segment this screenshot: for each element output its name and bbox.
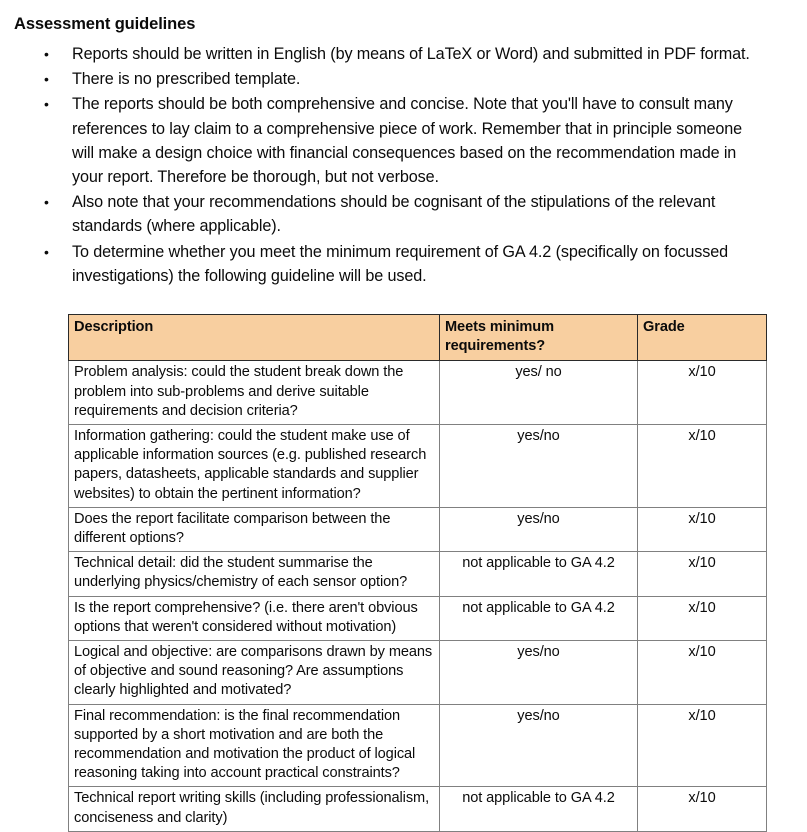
assessment-guidelines-list	[0, 42, 790, 289]
assessment-rubric-table	[68, 314, 767, 832]
cell-meets-minimum: yes/ no	[440, 361, 638, 425]
list-item-text: Also note that your recommendations should be cognisant of the stipulations of the relevant standards (where applicable).	[72, 193, 716, 236]
cell-meets-minimum: not applicable to GA 4.2	[440, 787, 638, 831]
cell-meets-minimum: not applicable to GA 4.2	[440, 552, 638, 596]
bullet-icon: •	[44, 96, 49, 113]
cell-meets-minimum: yes/no	[440, 425, 638, 508]
list-item	[0, 92, 790, 189]
cell-description: Does the report facilitate comparison between the different options?	[69, 507, 440, 551]
cell-grade: x/10	[638, 787, 767, 831]
list-item-text: The reports should be both comprehensive and concise. Note that you'll have to consult many references to lay claim to a comprehensive piece of work. Remember that in principle someone will make a design choice with financial consequences based on the recommendation made in your report. Therefore be thorough, but not verbose.	[72, 95, 743, 187]
table-row	[69, 704, 767, 787]
cell-grade: x/10	[638, 552, 767, 596]
column-header-grade: Grade	[638, 315, 767, 361]
cell-description: Logical and objective: are comparisons drawn by means of objective and sound reasoning? Are assumptions clearly highlighted and motivated?	[69, 641, 440, 705]
table-header	[69, 315, 767, 361]
list-item-text: There is no prescribed template.	[72, 70, 301, 89]
table-row	[69, 425, 767, 508]
cell-description: Final recommendation: is the final recommendation supported by a short motivation and are both the recommendation and motivation the product of logical reasoning taking into account practical constraints?	[69, 704, 440, 787]
table-row	[69, 507, 767, 551]
bullet-icon: •	[44, 194, 49, 211]
list-item-text: To determine whether you meet the minimum requirement of GA 4.2 (specifically on focussed investigations) the following guideline will be used.	[72, 242, 729, 285]
table-row	[69, 552, 767, 596]
assessment-rubric-table-container	[68, 314, 766, 832]
table-row	[69, 596, 767, 640]
list-item	[0, 240, 790, 288]
cell-meets-minimum: yes/no	[440, 507, 638, 551]
cell-grade: x/10	[638, 641, 767, 705]
list-item	[0, 42, 790, 66]
cell-meets-minimum: yes/no	[440, 641, 638, 705]
page-title: Assessment guidelines	[14, 15, 196, 34]
bullet-icon: •	[44, 46, 49, 62]
list-item	[0, 190, 790, 238]
list-item-text: Reports should be written in English (by means of LaTeX or Word) and submitted in PDF format.	[72, 45, 750, 63]
list-item	[0, 67, 790, 91]
cell-meets-minimum: not applicable to GA 4.2	[440, 596, 638, 640]
cell-description: Problem analysis: could the student break down the problem into sub-problems and derive suitable requirements and decision criteria?	[69, 361, 440, 425]
table-row	[69, 787, 767, 831]
bullet-icon: •	[44, 243, 49, 260]
cell-grade: x/10	[638, 507, 767, 551]
cell-grade: x/10	[638, 361, 767, 425]
cell-grade: x/10	[638, 425, 767, 508]
cell-description: Technical detail: did the student summarise the underlying physics/chemistry of each sensor option?	[69, 552, 440, 596]
cell-meets-minimum: yes/no	[440, 704, 638, 787]
table-row	[69, 641, 767, 705]
cell-grade: x/10	[638, 704, 767, 787]
column-header-meets-minimum-requirements: Meets minimum requirements?	[440, 315, 638, 361]
table-body	[69, 361, 767, 831]
bullet-icon: •	[44, 71, 49, 88]
cell-description: Information gathering: could the student make use of applicable information sources (e.g. published research papers, datasheets, applicable standards and supplier websites) to obtain the pertinent information?	[69, 425, 440, 508]
table-header-row	[69, 315, 767, 361]
table-row	[69, 361, 767, 425]
cell-description: Technical report writing skills (including professionalism, conciseness and clarity)	[69, 787, 440, 831]
cell-grade: x/10	[638, 596, 767, 640]
column-header-description: Description	[69, 315, 440, 361]
cell-description: Is the report comprehensive? (i.e. there aren't obvious options that weren't considered without motivation)	[69, 596, 440, 640]
